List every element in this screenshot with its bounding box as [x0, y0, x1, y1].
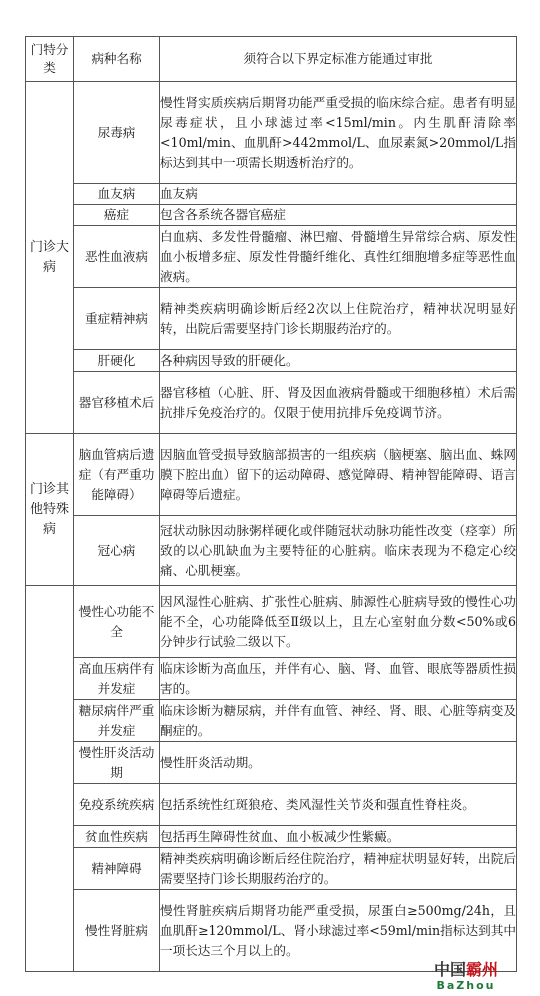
header-disease-name: 病种名称 [74, 37, 160, 82]
disease-name: 糖尿病伴严重并发症 [74, 700, 160, 742]
disease-name: 器官移植术后 [74, 372, 160, 434]
disease-name: 癌症 [74, 205, 160, 226]
disease-name: 尿毒病 [74, 82, 160, 184]
table-row [26, 350, 517, 372]
table-row [26, 434, 517, 516]
table-row [26, 742, 517, 784]
disease-name: 恶性血液病 [74, 226, 160, 288]
table-row [26, 826, 517, 848]
header-criteria: 须符合以下界定标准方能通过审批 [160, 37, 517, 82]
table-row [26, 372, 517, 434]
header-category: 门特分类 [26, 37, 74, 82]
table-row [26, 658, 517, 700]
disease-name: 高血压病伴有并发症 [74, 658, 160, 700]
disease-name: 血友病 [74, 184, 160, 205]
criteria-text: 白血病、多发性骨髓瘤、淋巴瘤、骨髓增生异常综合病、原发性血小板增多症、原发性骨髓纤维化、真性红细胞增多症等恶性血液病。 [160, 226, 517, 288]
table-header-row [26, 37, 517, 82]
disease-name: 慢性心功能不全 [74, 586, 160, 658]
watermark-prefix: 中国 [433, 960, 466, 979]
criteria-text: 慢性肾脏疾病后期肾功能严重受损，尿蛋白≥500mg/24h，且血肌酐≥120mmol/L、肾小球滤过率<59ml/min指标达到其中一项长达三个月以上的。 [160, 890, 517, 972]
watermark-accent: 霸州 [466, 960, 499, 979]
criteria-text: 包括系统性红斑狼疮、类风湿性关节炎和强直性脊柱炎。 [160, 784, 517, 826]
criteria-table [25, 36, 517, 972]
criteria-text: 冠状动脉因动脉粥样硬化或伴随冠状动脉功能性改变（痉挛）所致的以心肌缺血为主要特征的心脏病。临床表现为不稳定心绞痛、心肌梗塞。 [160, 516, 517, 586]
criteria-text: 血友病 [160, 184, 517, 205]
category-cell [26, 586, 74, 972]
table-row [26, 586, 517, 658]
criteria-text: 精神类疾病明确诊断后经2次以上住院治疗，精神状况明显好转，出院后需要坚持门诊长期服药治疗的。 [160, 288, 517, 350]
criteria-text: 包含各系统各器官癌症 [160, 205, 517, 226]
table-row [26, 205, 517, 226]
criteria-text: 临床诊断为高血压，并伴有心、脑、肾、血管、眼底等器质性损害的。 [160, 658, 517, 700]
criteria-text: 各种病因导致的肝硬化。 [160, 350, 517, 372]
criteria-text: 包括再生障碍性贫血、血小板减少性紫癜。 [160, 826, 517, 848]
disease-name: 精神障碍 [74, 848, 160, 890]
table-row [26, 226, 517, 288]
disease-name: 脑血管病后遗症（有严重功能障碍） [74, 434, 160, 516]
disease-name: 肝硬化 [74, 350, 160, 372]
watermark-title [406, 957, 526, 980]
category-cell: 门诊其他特殊病 [26, 434, 74, 586]
table-row [26, 848, 517, 890]
table-row [26, 516, 517, 586]
criteria-text: 临床诊断为糖尿病，并伴有血管、神经、肾、眼、心脏等病变及酮症的。 [160, 700, 517, 742]
table-row [26, 82, 517, 184]
criteria-text: 器官移植（心脏、肝、肾及因血液病骨髓或干细胞移植）术后需抗排斥免疫治疗的。仅限于使用抗排斥免疫调节济。 [160, 372, 517, 434]
table-row [26, 288, 517, 350]
watermark-subtitle: BaZhou [436, 979, 496, 992]
criteria-text: 慢性肾实质疾病后期肾功能严重受损的临床综合症。患者有明显尿毒症状，且小球滤过率<15ml/min。内生肌酐清除率<10ml/min、血肌酐>442mmol/L、血尿素氮>20mmol/L指标达到其中一项需长期透析治疗的。 [160, 82, 517, 184]
disease-name: 免疫系统疾病 [74, 784, 160, 826]
disease-name: 慢性肝炎活动期 [74, 742, 160, 784]
disease-name: 冠心病 [74, 516, 160, 586]
disease-name: 贫血性疾病 [74, 826, 160, 848]
category-cell: 门诊大病 [26, 82, 74, 434]
table-row [26, 784, 517, 826]
criteria-text: 慢性肝炎活动期。 [160, 742, 517, 784]
table-row [26, 700, 517, 742]
disease-name: 重症精神病 [74, 288, 160, 350]
table-row [26, 184, 517, 205]
criteria-text: 因脑血管受损导致脑部损害的一组疾病（脑梗塞、脑出血、蛛网膜下腔出血）留下的运动障碍、感觉障碍、精神智能障碍、语言障碍等后遗症。 [160, 434, 517, 516]
watermark-logo [406, 957, 526, 992]
disease-name: 慢性肾脏病 [74, 890, 160, 972]
criteria-text: 因风湿性心脏病、扩张性心脏病、肺源性心脏病导致的慢性心功能不全，心功能降低至Ⅱ级以上，且左心室射血分数<50%或6分钟步行试验二级以下。 [160, 586, 517, 658]
criteria-text: 精神类疾病明确诊断后经住院治疗，精神症状明显好转，出院后需要坚持门诊长期服药治疗的。 [160, 848, 517, 890]
